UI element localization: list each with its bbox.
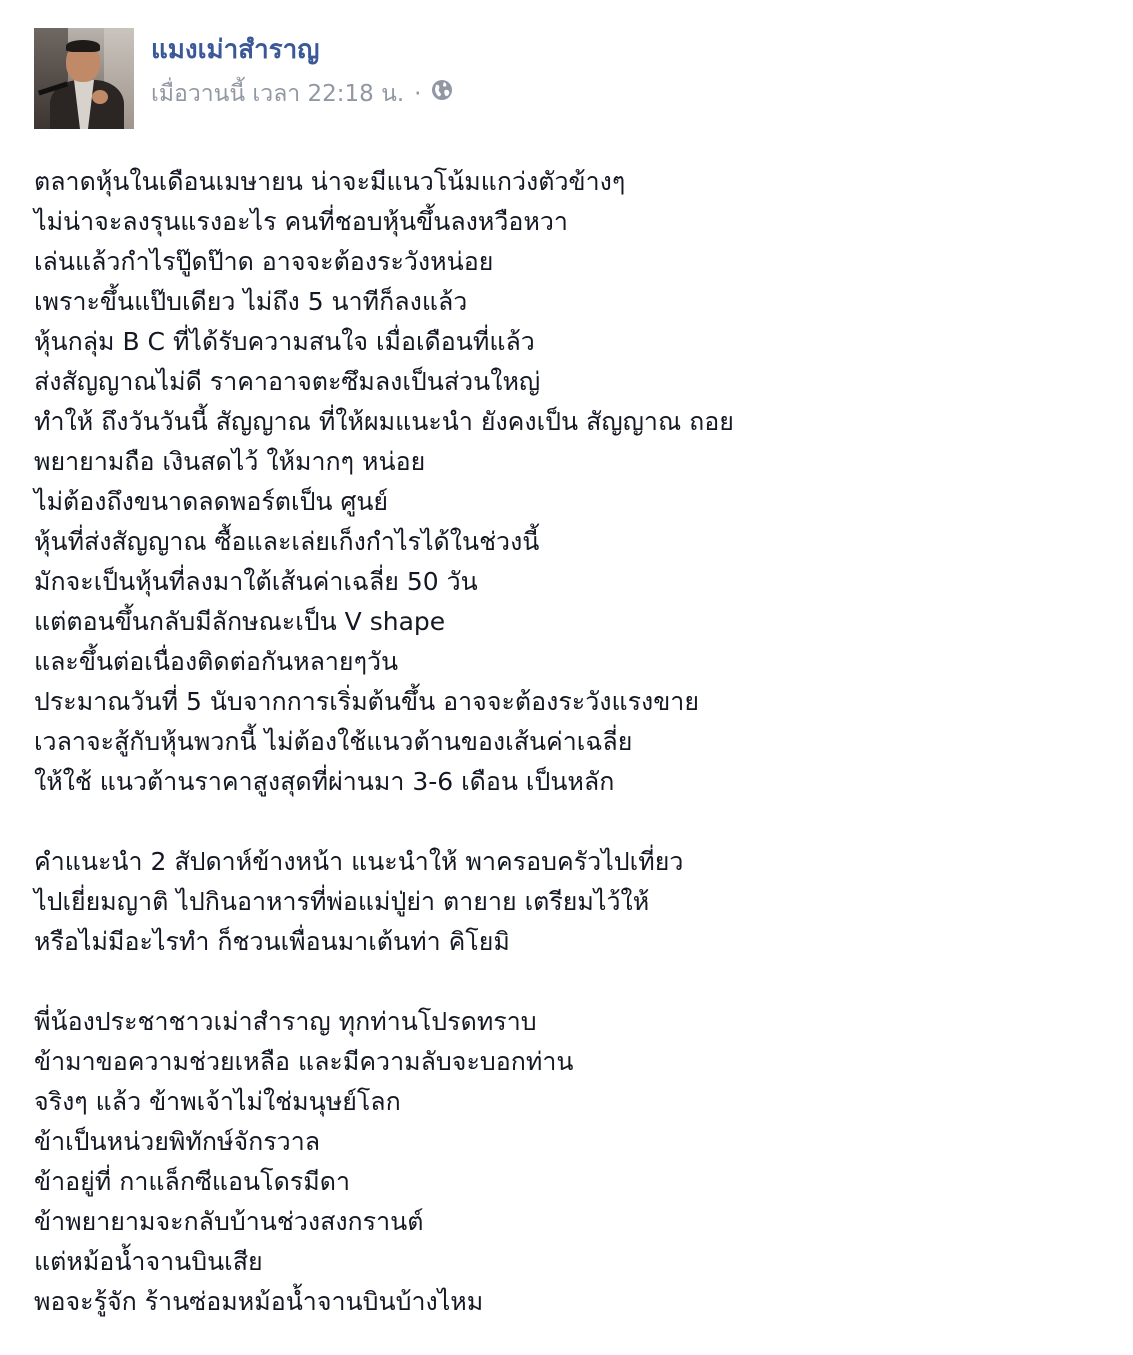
post-text-line: หุ้นที่ส่งสัญญาณ ซื้อและเล่ยเก็งกำไรได้ในช่วงนี้ <box>34 527 540 556</box>
post-text-line: ข้ามาขอความช่วยเหลือ และมีความลับจะบอกท่าน <box>34 1047 574 1076</box>
post-text-line: จริงๆ แล้ว ข้าพเจ้าไม่ใช่มนุษย์โลก <box>34 1087 401 1116</box>
post-text-line: ไม่น่าจะลงรุนแรงอะไร คนที่ชอบหุ้นขึ้นลงหวือหวา <box>34 207 568 236</box>
post-text-line: แต่หม้อน้ำจานบินเสีย <box>34 1247 263 1276</box>
post-text-line: พอจะรู้จัก ร้านซ่อมหม้อน้ำจานบินบ้างไหม <box>34 1287 484 1316</box>
post-text-line: มักจะเป็นหุ้นที่ลงมาใต้เส้นค่าเฉลี่ย 50 วัน <box>34 567 478 596</box>
post-text-line: พี่น้องประชาชาวเม่าสำราญ ทุกท่านโปรดทราบ <box>34 1007 537 1036</box>
post-text-line: ทำให้ ถึงวันวันนี้ สัญญาณ ที่ให้ผมแนะนำ ยังคงเป็น สัญญาณ ถอย <box>34 407 734 436</box>
post-text-line: คำแนะนำ 2 สัปดาห์ข้างหน้า แนะนำให้ พาครอบครัวไปเที่ยว <box>34 847 684 876</box>
author-name-link[interactable]: แมงเม่าสำราญ <box>151 35 320 65</box>
post-text-line: ไม่ต้องถึงขนาดลดพอร์ตเป็น ศูนย์ <box>34 487 389 516</box>
post-text-line: ข้าเป็นหน่วยพิทักษ์จักรวาล <box>34 1127 321 1156</box>
privacy-button[interactable] <box>431 78 453 110</box>
post-meta <box>151 78 453 110</box>
paragraph-break <box>34 802 1114 842</box>
post-text-line: หุ้นกลุ่ม B C ที่ได้รับความสนใจ เมื่อเดือนที่แล้ว <box>34 327 535 356</box>
post-text-line: ข้าอยู่ที่ กาแล็กซีแอนโดรมีดา <box>34 1167 350 1196</box>
post-text-line: ส่งสัญญาณไม่ดี ราคาอาจตะซึมลงเป็นส่วนใหญ่ <box>34 367 541 396</box>
post-timestamp-link[interactable]: เมื่อวานนี้ เวลา 22:18 น. <box>151 81 405 107</box>
post-text-line: ตลาดหุ้นในเดือนเมษายน น่าจะมีแนวโน้มแกว่งตัวข้างๆ <box>34 167 626 196</box>
post-text-line: เวลาจะสู้กับหุ้นพวกนี้ ไม่ต้องใช้แนวต้านของเส้นค่าเฉลี่ย <box>34 727 633 756</box>
post-text <box>34 162 1114 1322</box>
post-text-line: ให้ใช้ แนวต้านราคาสูงสุดที่ผ่านมา 3-6 เดือน เป็นหลัก <box>34 767 615 796</box>
paragraph-break <box>34 962 1114 1002</box>
post-text-line: ประมาณวันที่ 5 นับจากการเริ่มต้นขึ้น อาจจะต้องระวังแรงขาย <box>34 687 699 716</box>
post-text-line: และขึ้นต่อเนื่องติดต่อกันหลายๆวัน <box>34 647 399 676</box>
author-avatar[interactable] <box>34 28 134 129</box>
meta-separator: · <box>414 81 422 107</box>
post-text-line: เล่นแล้วกำไรปู๊ดป๊าด อาจจะต้องระวังหน่อย <box>34 247 494 276</box>
post-text-line: หรือไม่มีอะไรทำ ก็ชวนเพื่อนมาเต้นท่า คิโยมิ <box>34 927 510 956</box>
globe-icon <box>431 79 453 101</box>
post-text-line: แต่ตอนขึ้นกลับมีลักษณะเป็น V shape <box>34 607 446 636</box>
post-text-line: ไปเยี่ยมญาติ ไปกินอาหารที่พ่อแม่ปู่ย่า ตายาย เตรียมไว้ให้ <box>34 887 650 916</box>
post-text-line: เพราะขึ้นแป๊บเดียว ไม่ถึง 5 นาทีก็ลงแล้ว <box>34 287 468 316</box>
post-text-line: พยายามถือ เงินสดไว้ ให้มากๆ หน่อย <box>34 447 426 476</box>
post-header <box>34 28 1114 129</box>
post-text-line: ข้าพยายามจะกลับบ้านช่วงสงกรานต์ <box>34 1207 424 1236</box>
